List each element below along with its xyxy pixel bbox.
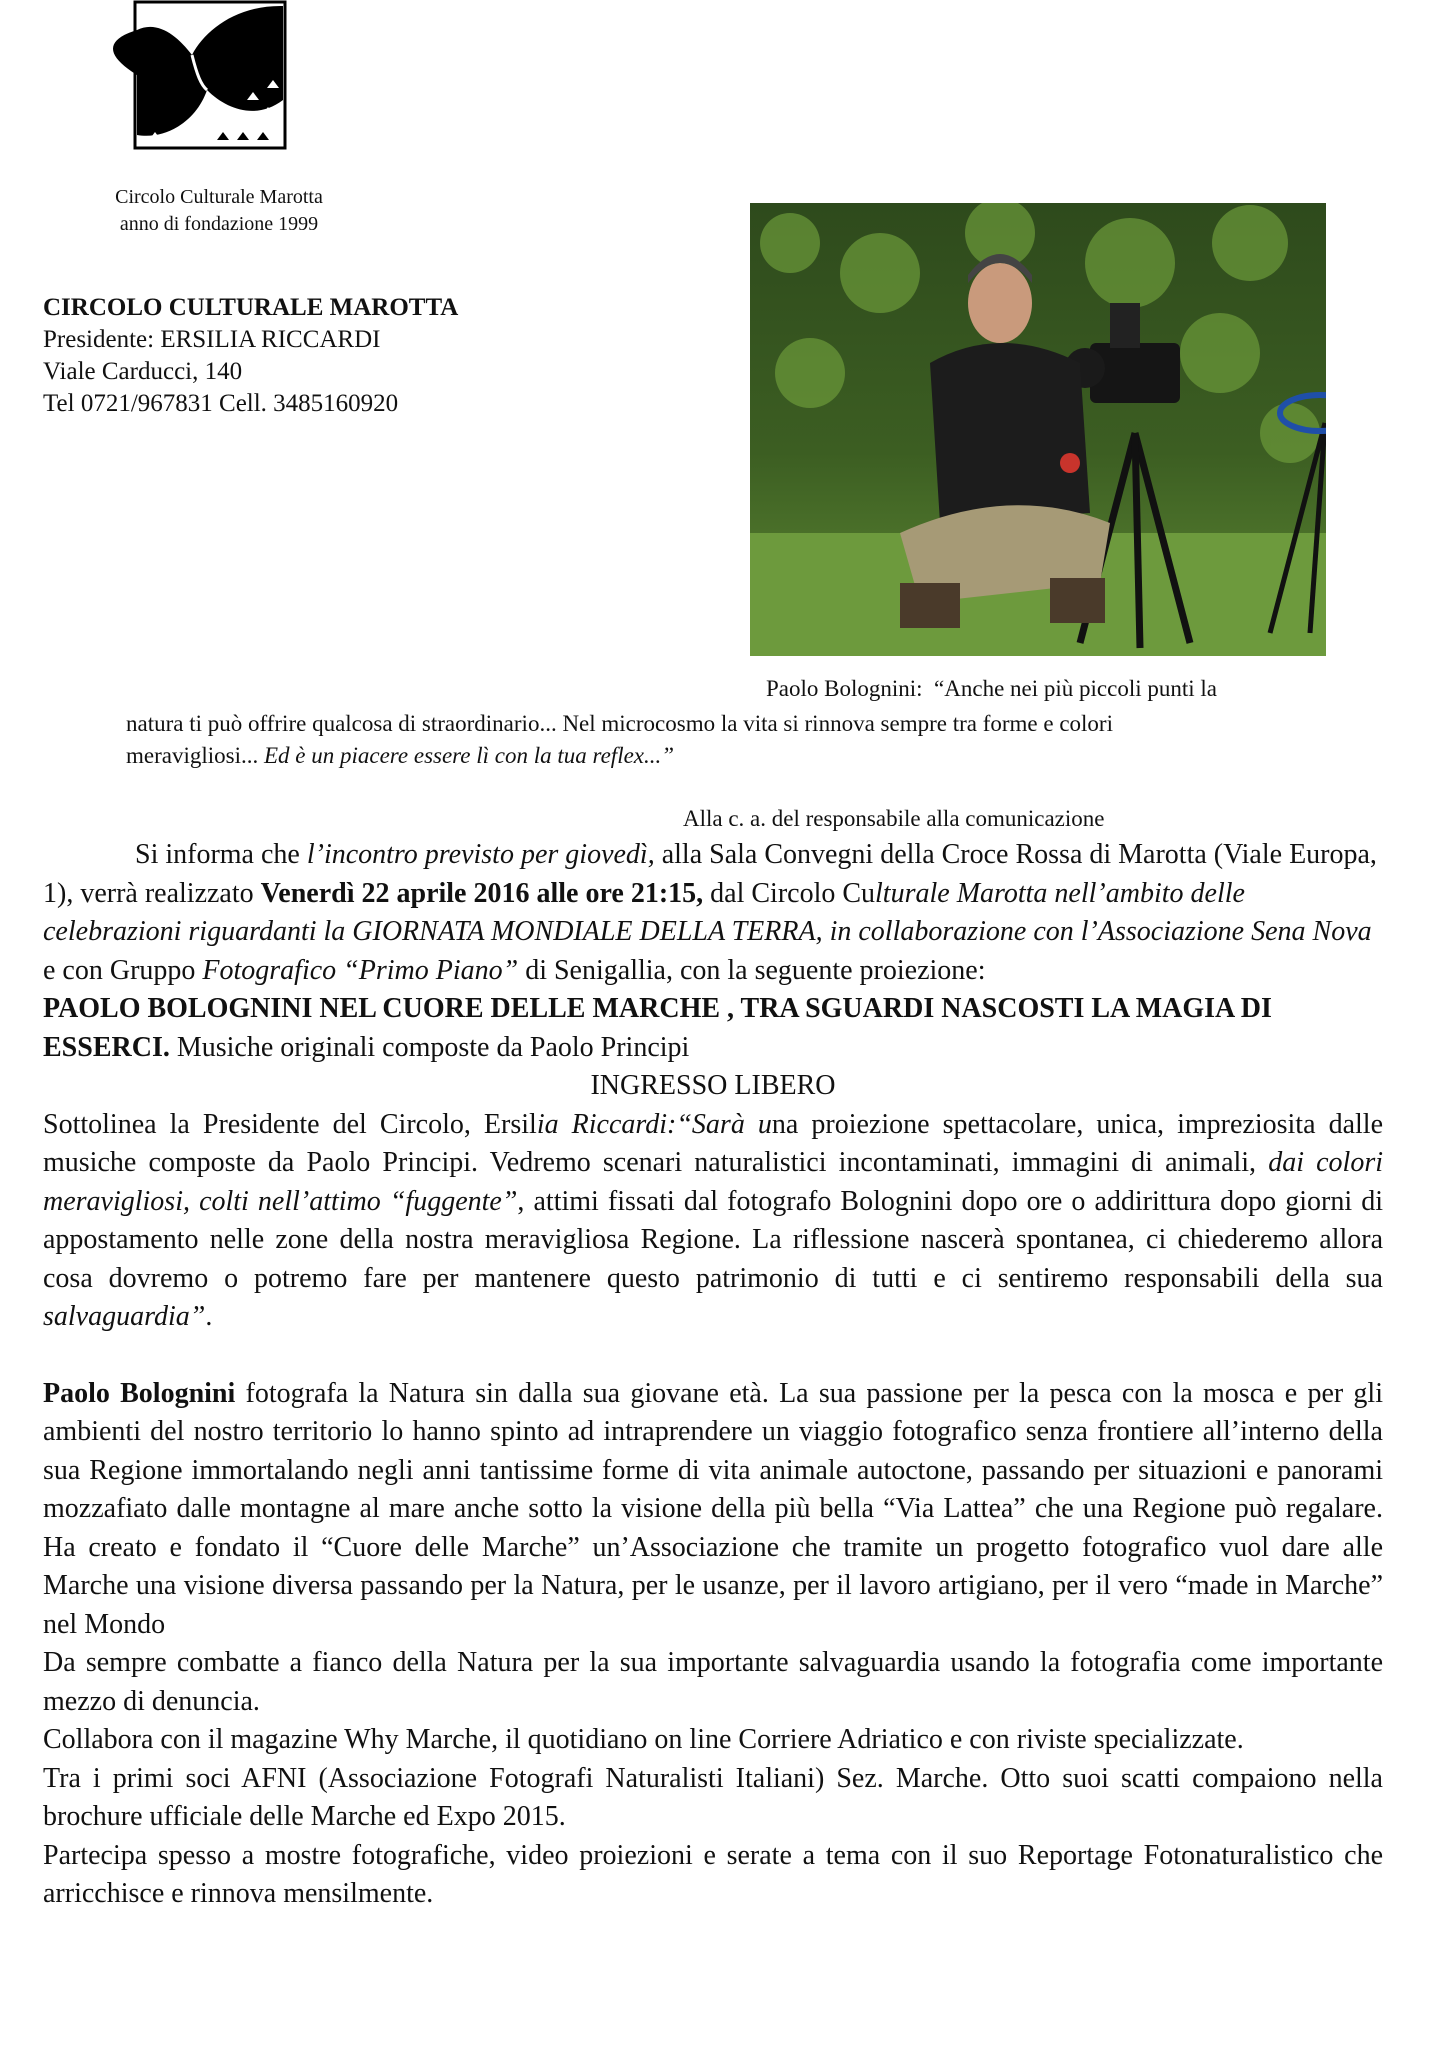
bio-paragraph-1	[43, 1375, 1383, 1645]
bio-paragraph-2: Da sempre combatte a fianco della Natura per la sua importante salvaguardia usando la fotografia come importante mezzo di denuncia.	[43, 1647, 1383, 1717]
bio-paragraph-4: Tra i primi soci AFNI (Associazione Fotografi Naturalisti Italiani) Sez. Marche. Otto suoi scatti compaiono nella brochure ufficiale delle Marche ed Expo 2015.	[43, 1762, 1383, 1832]
ann-h: Fotografico “Primo Piano”	[202, 954, 519, 986]
org-caption-name: Circolo Culturale Marotta	[115, 186, 323, 208]
president-quote-paragraph	[43, 1106, 1383, 1337]
bio-name: Paolo Bolognini	[43, 1377, 236, 1409]
pq-b: ia Riccardi:“Sarà u	[536, 1108, 772, 1140]
ann-f: lturale Marotta nell’ambito delle celebrazioni riguardanti la GIORNATA MONDIALE DELLA TERRA, in collaborazione con l’Associazione Sena Nova	[43, 877, 1372, 947]
quote-line3-b: Ed è un piacere essere lì con la tua reflex...”	[263, 743, 675, 768]
ann-e: dal Circolo Cu	[703, 877, 876, 909]
ann-c: alla Sala Convegni della Croce Rossa di Marotta (Viale Europa, 1), verrà realizzato	[43, 839, 1377, 909]
bio-paragraph-3: Collabora con il magazine Why Marche, il quotidiano on line Corriere Adriatico e con riviste specializzate.	[43, 1724, 1244, 1755]
photographer-photo	[750, 203, 1326, 656]
pq-c: na proiezione spettacolare, unica, impreziosita dalle musiche composte da Paolo Principi. Vedremo scenari naturalistici incontaminati, immagini di animali,	[43, 1108, 1383, 1178]
ann-b: l’incontro previsto per giovedì,	[306, 839, 655, 870]
org-contact-block	[43, 292, 458, 420]
pq-e: , attimi fissati dal fotografo Bolognini dopo ore o addirittura dopo giorni di appostamento nelle zone della nostra meravigliosa Regione. La riflessione nascerà spontanea, ci chiederemo allora cosa dovremo o potremo fare per mantenere questo patrimonio di tutti e ci sentiremo responsabili della sua	[43, 1185, 1383, 1294]
main-text	[43, 836, 1383, 1914]
pq-f: salvaguardia”	[43, 1301, 206, 1332]
attention-line: Alla c. a. del responsabile alla comunicazione	[683, 806, 1105, 831]
ann-date: Venerdì 22 aprile 2016 alle ore 21:15,	[260, 877, 704, 909]
quote-line1: “Anche nei più piccoli punti la	[934, 676, 1217, 701]
pq-d: dai colori meravigliosi, colti nell’attimo “fuggente”	[43, 1147, 1384, 1217]
bio-paragraph-5: Partecipa spesso a mostre fotografiche, video proiezioni e serate a tema con il suo Reportage Fotonaturalistico che arricchisce e rinnova mensilmente.	[43, 1839, 1383, 1909]
org-address: Viale Carducci, 140	[43, 358, 243, 385]
ann-a: Si informa che	[135, 839, 307, 870]
announcement-paragraph	[43, 836, 1383, 990]
org-president: Presidente: ERSILIA RICCARDI	[43, 326, 381, 353]
butterfly-logo	[97, 0, 287, 150]
quote-line3	[126, 740, 1356, 772]
pq-g: .	[205, 1301, 213, 1332]
quote-body	[126, 708, 1356, 772]
org-caption	[64, 184, 374, 238]
event-title: PAOLO BOLOGNINI NEL CUORE DELLE MARCHE , TRA SGUARDI NASCOSTI LA MAGIA DI ESSERCI.	[43, 993, 1272, 1063]
quote-line2: natura ti può offrire qualcosa di straordinario... Nel microcosmo la vita si rinnova sempre tra forme e colori	[126, 711, 1113, 736]
ann-i: di Senigallia, con la seguente proiezione:	[518, 954, 986, 986]
org-phone: Tel 0721/967831 Cell. 3485160920	[43, 390, 399, 417]
pq-a: Sottolinea la Presidente del Circolo, Ersil	[43, 1108, 537, 1140]
ann-g: e con Gruppo	[43, 954, 203, 986]
free-entry: INGRESSO LIBERO	[590, 1070, 836, 1101]
quote-heading	[766, 676, 1217, 702]
quote-line3-a: meravigliosi...	[126, 743, 264, 768]
event-title-paragraph	[43, 990, 1383, 1067]
bio-p1-text: fotografa la Natura sin dalla sua giovane età. La sua passione per la pesca con la mosca e per gli ambienti del nostro territorio lo hanno spinto ad intraprendere un viaggio fotografico senza frontiere all’interno della sua Regione immortalando negli anni tantissime forme di vita animale autoctone, passando per situazioni e panorami mozzafiato dalle montagne al mare anche sotto la visione della più bella “Via Lattea” che una Regione può regalare. Ha creato e fondato il “Cuore delle Marche” un’Associazione che tramite un progetto fotografico vuol dare alle Marche una visione diversa passando per la Natura, per le usanze, per il lavoro artigiano, per il vero “made in Marche” nel Mondo	[43, 1377, 1383, 1640]
org-name: CIRCOLO CULTURALE MAROTTA	[43, 294, 459, 321]
org-caption-founded: anno di fondazione 1999	[119, 213, 319, 235]
event-music: Musiche originali composte da Paolo Principi	[169, 1031, 690, 1063]
quote-speaker: Paolo Bolognini:	[766, 676, 923, 701]
